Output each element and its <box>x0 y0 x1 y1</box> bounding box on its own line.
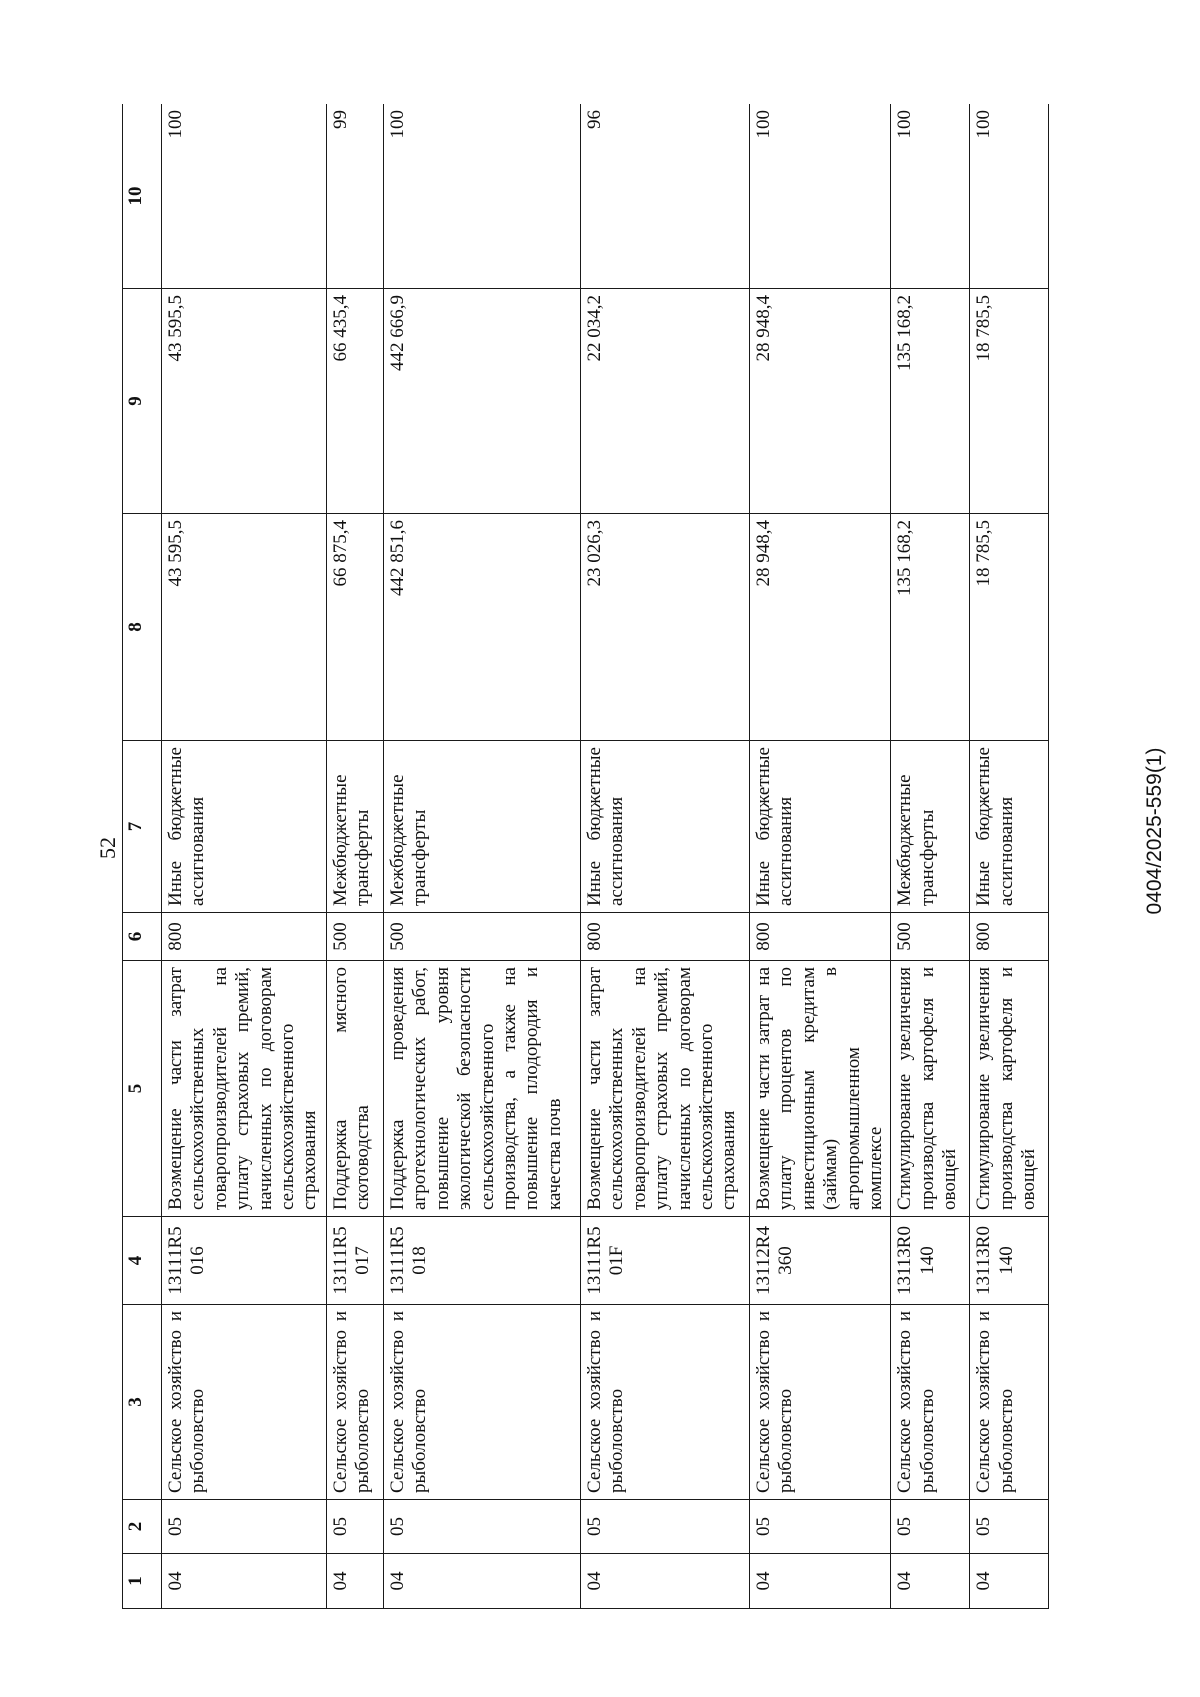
table-row <box>327 104 384 1609</box>
expense-type-code-cell: 500 <box>891 913 970 961</box>
table-row <box>970 104 1049 1609</box>
expense-type-code-cell: 500 <box>384 913 581 961</box>
executed-amount-cell: 135 168,2 <box>891 289 970 514</box>
expense-type-name-cell: Иные бюджетные ассигнования <box>750 741 891 913</box>
executed-amount-cell: 18 785,5 <box>970 289 1049 514</box>
column-header: 2 <box>123 1500 162 1554</box>
execution-percent-cell: 99 <box>327 104 384 289</box>
expense-type-name-cell: Межбюджетные трансферты <box>384 741 581 913</box>
table-row <box>384 104 581 1609</box>
subsection-code-cell: 05 <box>891 1500 970 1554</box>
table-row <box>581 104 750 1609</box>
expense-type-name-cell: Межбюджетные трансферты <box>327 741 384 913</box>
execution-percent-cell: 100 <box>384 104 581 289</box>
subsection-code-cell: 05 <box>970 1500 1049 1554</box>
expense-type-code-cell: 500 <box>327 913 384 961</box>
description-cell: Возмещение части затрат на уплату процентов по инвестиционным кредитам (займам) в агропромышленном комплексе <box>750 961 891 1217</box>
section-name-cell: Сельское хозяйство и рыболовство <box>327 1305 384 1500</box>
section-name-cell: Сельское хозяйство и рыболовство <box>970 1305 1049 1500</box>
planned-amount-cell: 442 851,6 <box>384 514 581 741</box>
section-code-cell: 04 <box>581 1554 750 1609</box>
column-header: 5 <box>123 961 162 1217</box>
planned-amount-cell: 43 595,5 <box>162 514 327 741</box>
expense-type-name-cell: Иные бюджетные ассигнования <box>581 741 750 913</box>
column-header: 3 <box>123 1305 162 1500</box>
subsection-code-cell: 05 <box>327 1500 384 1554</box>
execution-percent-cell: 96 <box>581 104 750 289</box>
expense-type-code-cell: 800 <box>162 913 327 961</box>
description-cell: Поддержка проведения агротехнологических работ, повышение уровня экологической безопасности сельскохозяйственного производства, а также на повышение плодородия и качества почв <box>384 961 581 1217</box>
subsection-code-cell: 05 <box>750 1500 891 1554</box>
column-header: 10 <box>123 104 162 289</box>
section-name-cell: Сельское хозяйство и рыболовство <box>384 1305 581 1500</box>
section-name-cell: Сельское хозяйство и рыболовство <box>162 1305 327 1500</box>
subsection-code-cell: 05 <box>581 1500 750 1554</box>
column-header: 1 <box>123 1554 162 1609</box>
executed-amount-cell: 28 948,4 <box>750 289 891 514</box>
table-row <box>750 104 891 1609</box>
section-code-cell: 04 <box>970 1554 1049 1609</box>
target-article-cell: 13111R5016 <box>162 1217 327 1305</box>
planned-amount-cell: 23 026,3 <box>581 514 750 741</box>
column-header: 6 <box>123 913 162 961</box>
description-cell: Стимулирование увеличения производства картофеля и овощей <box>891 961 970 1217</box>
table-row <box>162 104 327 1609</box>
column-header: 8 <box>123 514 162 741</box>
subsection-code-cell: 05 <box>162 1500 327 1554</box>
execution-percent-cell: 100 <box>891 104 970 289</box>
section-code-cell: 04 <box>384 1554 581 1609</box>
rotated-page-content <box>122 104 1072 1609</box>
document-code: 0404/2025-559(1) <box>1143 747 1166 915</box>
section-code-cell: 04 <box>327 1554 384 1609</box>
expense-type-name-cell: Межбюджетные трансферты <box>891 741 970 913</box>
section-code-cell: 04 <box>891 1554 970 1609</box>
section-code-cell: 04 <box>750 1554 891 1609</box>
section-name-cell: Сельское хозяйство и рыболовство <box>891 1305 970 1500</box>
section-name-cell: Сельское хозяйство и рыболовство <box>750 1305 891 1500</box>
expense-type-code-cell: 800 <box>970 913 1049 961</box>
column-header: 9 <box>123 289 162 514</box>
section-name-cell: Сельское хозяйство и рыболовство <box>581 1305 750 1500</box>
execution-percent-cell: 100 <box>750 104 891 289</box>
target-article-cell: 13112R4360 <box>750 1217 891 1305</box>
target-article-cell: 13113R0140 <box>891 1217 970 1305</box>
target-article-cell: 13111R5017 <box>327 1217 384 1305</box>
executed-amount-cell: 442 666,9 <box>384 289 581 514</box>
description-cell: Стимулирование увеличения производства картофеля и овощей <box>970 961 1049 1217</box>
expense-type-name-cell: Иные бюджетные ассигнования <box>162 741 327 913</box>
column-number-header-row <box>123 104 162 1609</box>
table-row <box>891 104 970 1609</box>
executed-amount-cell: 66 435,4 <box>327 289 384 514</box>
target-article-cell: 13111R501F <box>581 1217 750 1305</box>
planned-amount-cell: 135 168,2 <box>891 514 970 741</box>
column-header: 7 <box>123 741 162 913</box>
section-code-cell: 04 <box>162 1554 327 1609</box>
planned-amount-cell: 66 875,4 <box>327 514 384 741</box>
execution-percent-cell: 100 <box>162 104 327 289</box>
executed-amount-cell: 22 034,2 <box>581 289 750 514</box>
description-cell: Возмещение части затрат сельскохозяйственных товаропроизводителей на уплату страховых премий, начисленных по договорам сельскохозяйственного страхования <box>581 961 750 1217</box>
expense-type-name-cell: Иные бюджетные ассигнования <box>970 741 1049 913</box>
expense-type-code-cell: 800 <box>750 913 891 961</box>
budget-execution-table <box>122 104 1049 1609</box>
executed-amount-cell: 43 595,5 <box>162 289 327 514</box>
target-article-cell: 13113R0140 <box>970 1217 1049 1305</box>
execution-percent-cell: 100 <box>970 104 1049 289</box>
description-cell: Возмещение части затрат сельскохозяйственных товаропроизводителей на уплату страховых премий, начисленных по договорам сельскохозяйственного страхования <box>162 961 327 1217</box>
column-header: 4 <box>123 1217 162 1305</box>
budget-table-container <box>122 104 1072 1609</box>
page-number: 52 <box>95 837 120 859</box>
planned-amount-cell: 28 948,4 <box>750 514 891 741</box>
planned-amount-cell: 18 785,5 <box>970 514 1049 741</box>
expense-type-code-cell: 800 <box>581 913 750 961</box>
subsection-code-cell: 05 <box>384 1500 581 1554</box>
description-cell: Поддержка мясного скотоводства <box>327 961 384 1217</box>
target-article-cell: 13111R5018 <box>384 1217 581 1305</box>
